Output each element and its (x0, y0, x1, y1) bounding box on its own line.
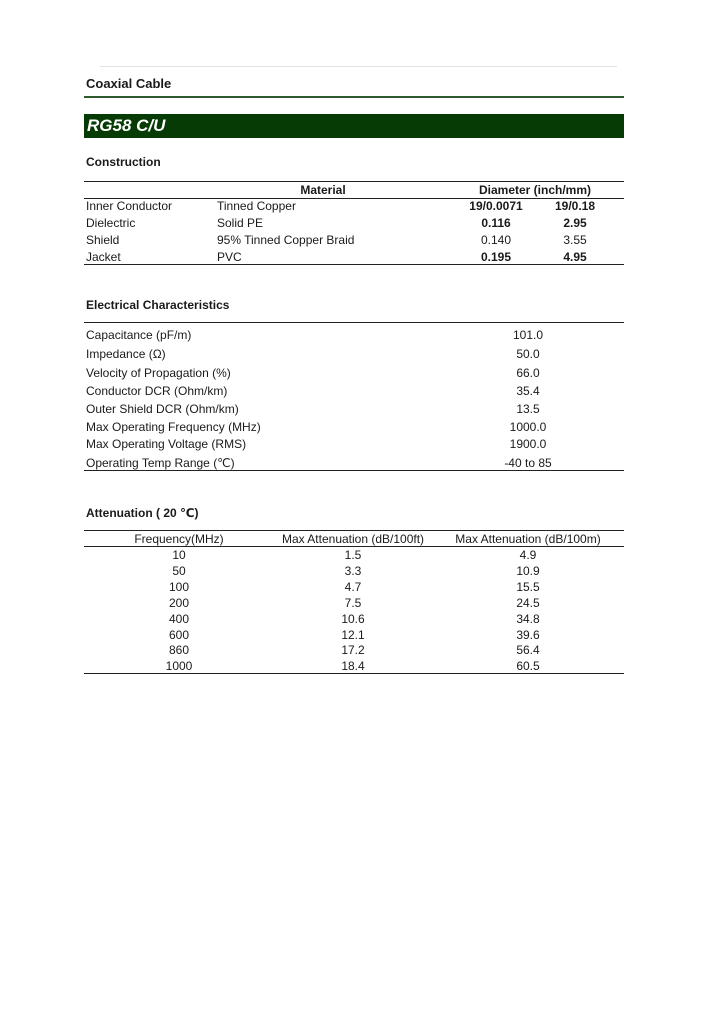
construction-diameter-mm: 19/0.18 (554, 199, 596, 213)
top-divider (100, 66, 617, 67)
construction-material: 95% Tinned Copper Braid (217, 233, 355, 247)
attenuation-frequency: 860 (168, 643, 190, 658)
electrical-title: Electrical Characteristics (86, 298, 230, 312)
document-title: Coaxial Cable (86, 76, 172, 91)
construction-material: PVC (217, 250, 242, 264)
attenuation-top-rule (84, 530, 624, 531)
attenuation-db-100m: 39.6 (516, 627, 540, 642)
attenuation-db-100ft: 1.5 (344, 548, 362, 562)
electrical-label: Capacitance (pF/m) (86, 328, 192, 342)
electrical-label: Max Operating Voltage (RMS) (86, 437, 247, 451)
material-header: Material (300, 183, 346, 197)
attenuation-frequency: 400 (168, 611, 190, 626)
attenuation-db-100m: 15.5 (516, 579, 540, 594)
attenuation-db-100ft: 12.1 (341, 627, 365, 642)
attenuation-frequency: 1000 (165, 659, 193, 674)
attenuation-db-100m: 4.9 (519, 548, 537, 562)
frequency-header: Frequency(MHz) (134, 532, 224, 546)
attenuation-db-100ft: 10.6 (341, 611, 365, 626)
construction-top-rule (84, 181, 624, 182)
construction-diameter-inch: 0.140 (480, 233, 512, 247)
attenuation-header-rule (84, 546, 624, 547)
electrical-value: 13.5 (516, 402, 540, 416)
attenuation-frequency: 10 (172, 548, 186, 562)
attenuation-frequency: 50 (172, 563, 186, 578)
electrical-label: Conductor DCR (Ohm/km) (86, 384, 228, 398)
attenuation-frequency: 100 (168, 579, 190, 594)
construction-bottom-rule (84, 264, 624, 265)
construction-component: Jacket (86, 250, 121, 264)
attenuation-db-100m: 34.8 (516, 611, 540, 626)
electrical-label: Velocity of Propagation (%) (86, 366, 231, 380)
attenuation-db-100m: 60.5 (516, 659, 540, 674)
electrical-bottom-rule (84, 470, 624, 471)
model-name: RG58 C/U (87, 116, 166, 135)
attenuation-bottom-rule (84, 673, 624, 674)
electrical-label: Max Operating Frequency (MHz) (86, 420, 261, 434)
electrical-value: 1000.0 (509, 420, 547, 434)
construction-component: Inner Conductor (86, 199, 173, 213)
construction-diameter-inch: 19/0.0071 (469, 199, 523, 213)
title-underline (84, 96, 624, 98)
construction-component: Shield (86, 233, 120, 247)
electrical-value: 101.0 (512, 328, 544, 342)
attenuation-ft-header: Max Attenuation (dB/100ft) (281, 532, 425, 546)
electrical-value: 35.4 (516, 384, 540, 398)
construction-material: Solid PE (217, 216, 264, 230)
attenuation-title: Attenuation ( 20 ℃) (86, 506, 199, 520)
construction-title: Construction (86, 155, 161, 169)
attenuation-db-100ft: 18.4 (341, 659, 365, 674)
attenuation-frequency: 600 (168, 627, 190, 642)
attenuation-db-100m: 10.9 (516, 563, 540, 578)
electrical-label: Impedance (Ω) (86, 347, 166, 361)
electrical-value: 1900.0 (509, 437, 547, 451)
electrical-value: 50.0 (516, 347, 540, 361)
electrical-label: Outer Shield DCR (Ohm/km) (86, 402, 239, 416)
attenuation-db-100ft: 7.5 (344, 595, 362, 610)
attenuation-db-100ft: 4.7 (344, 579, 362, 594)
construction-diameter-mm: 4.95 (563, 250, 587, 264)
attenuation-db-100ft: 3.3 (344, 563, 362, 578)
attenuation-m-header: Max Attenuation (dB/100m) (455, 532, 601, 546)
construction-diameter-mm: 2.95 (563, 216, 587, 230)
attenuation-db-100m: 24.5 (516, 595, 540, 610)
construction-diameter-inch: 0.195 (480, 250, 512, 264)
electrical-value: 66.0 (516, 366, 540, 380)
attenuation-db-100m: 56.4 (516, 643, 540, 658)
electrical-label: Operating Temp Range (℃) (86, 456, 235, 470)
electrical-top-rule (84, 322, 624, 323)
model-banner (84, 114, 624, 138)
construction-diameter-inch: 0.116 (481, 216, 511, 230)
attenuation-db-100ft: 17.2 (341, 643, 365, 658)
construction-component: Dielectric (86, 216, 136, 230)
electrical-value: -40 to 85 (504, 456, 552, 470)
construction-diameter-mm: 3.55 (563, 233, 587, 247)
attenuation-frequency: 200 (168, 595, 190, 610)
construction-material: Tinned Copper (217, 199, 296, 213)
diameter-header: Diameter (inch/mm) (478, 183, 592, 197)
